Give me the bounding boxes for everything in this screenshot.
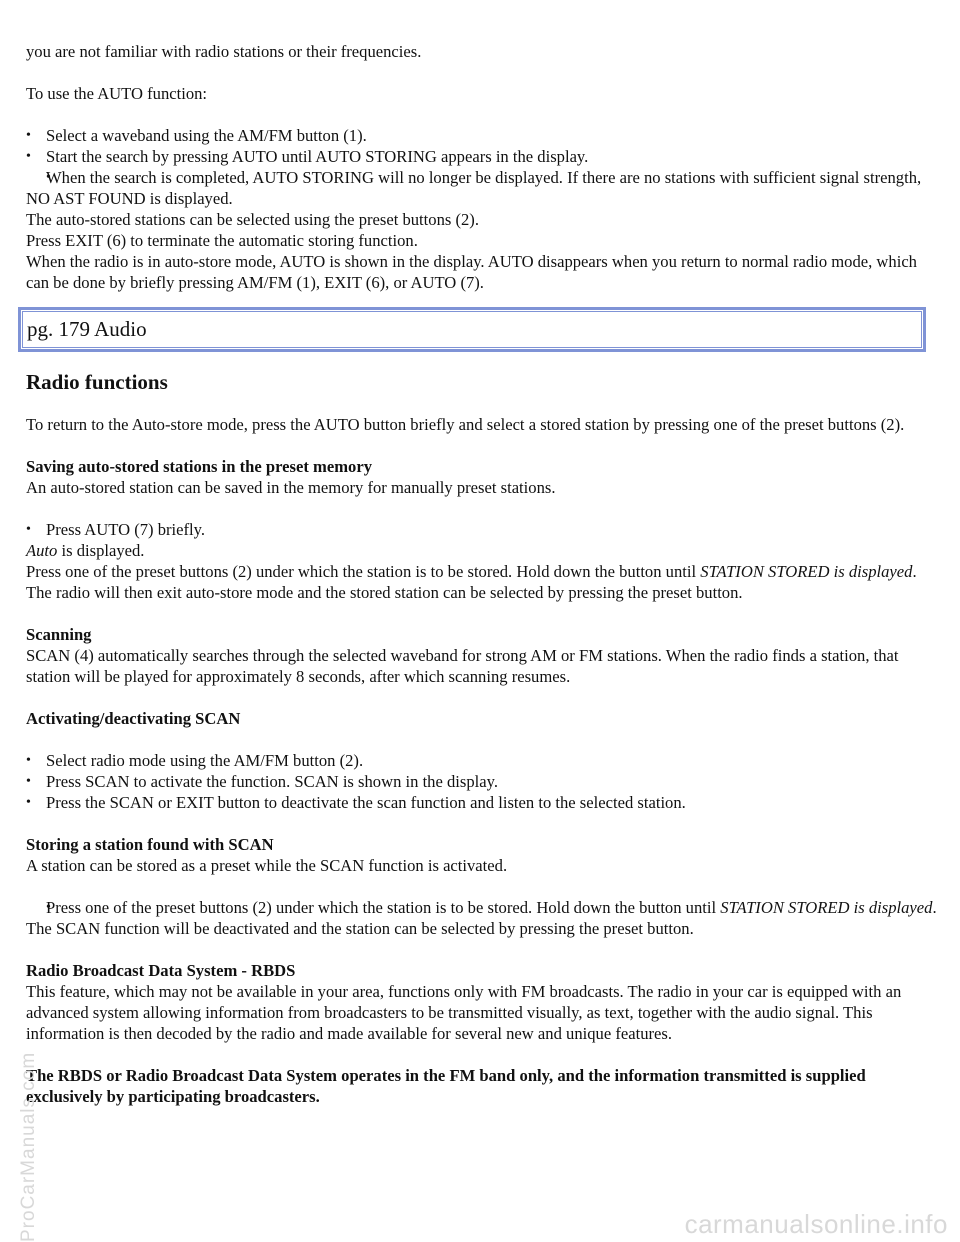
store-preset-text: Press one of the preset buttons (2) under which the station is to be stored. Hold down the button until <box>46 898 721 917</box>
press-preset-text: Press one of the preset buttons (2) under which the station is to be stored. Hold down the button until <box>26 562 701 581</box>
saving-text: An auto-stored station can be saved in the memory for manually preset stations. <box>26 478 556 497</box>
saving-heading: Saving auto-stored stations in the preset memory <box>26 457 372 476</box>
bullet-search-completed <box>26 167 938 209</box>
scanning-heading: Scanning <box>26 625 92 644</box>
scan-deactivated-line: The SCAN function will be deactivated and the station can be selected by pressing the preset button. <box>26 919 694 938</box>
preset-line: The auto-stored stations can be selected using the preset buttons (2). <box>26 210 479 229</box>
station-stored-text: STATION STORED is displayed <box>700 562 913 581</box>
auto-mode-line: When the radio is in auto-store mode, AUTO is shown in the display. AUTO disappears when you return to normal radio mode, which can be done by briefly pressing AM/FM (1), EXIT (6), or AUTO (7). <box>26 252 917 292</box>
auto-function-heading: To use the AUTO function: <box>26 84 208 103</box>
page-marker-box <box>18 307 926 352</box>
bottom-watermark: carmanualsonline.info <box>684 1209 948 1239</box>
bullet-waveband: • Select a waveband using the AM/FM button (1). <box>26 125 938 146</box>
bullet-store-preset <box>26 897 938 918</box>
store-station-stored: STATION STORED is displayed <box>720 898 933 917</box>
bullet-press-scan: • Press SCAN to activate the function. SCAN is shown in the display. <box>26 771 938 792</box>
intro-line: you are not familiar with radio stations or their frequencies. <box>26 42 422 61</box>
activating-heading: Activating/deactivating SCAN <box>26 709 241 728</box>
section-title: Radio functions <box>26 370 168 394</box>
return-text: To return to the Auto-store mode, press the AUTO button briefly and select a stored station by pressing one of the preset buttons (2). <box>26 415 905 434</box>
rbds-note: The RBDS or Radio Broadcast Data System operates in the FM band only, and the information transmitted is supplied exclusively by participating broadcasters. <box>26 1066 866 1106</box>
storing-text: A station can be stored as a preset while the SCAN function is activated. <box>26 856 508 875</box>
bullet-press-auto: • Press AUTO (7) briefly. <box>26 519 938 540</box>
press-preset-end: . <box>912 562 917 581</box>
auto-displayed-rest: is displayed. <box>57 541 145 560</box>
rbds-heading: Radio Broadcast Data System - RBDS <box>26 961 296 980</box>
bullet-deactivate-scan: • Press the SCAN or EXIT button to deactivate the scan function and listen to the selected station. <box>26 792 938 813</box>
scanning-text: SCAN (4) automatically searches through the selected waveband for strong AM or FM stations. When the radio finds a station, that station will be played for approximately 8 seconds, after which scanning resumes. <box>26 646 899 686</box>
auto-word: Auto <box>26 541 58 560</box>
exit-line: Press EXIT (6) to terminate the automatic storing function. <box>26 231 418 250</box>
side-watermark: ProCarManuals.com <box>18 1051 39 1242</box>
press-preset-line <box>26 561 938 582</box>
bullet-select-radio: • Select radio mode using the AM/FM button (2). <box>26 750 938 771</box>
store-preset-end: . <box>932 898 937 917</box>
exit-store-line: The radio will then exit auto-store mode and the stored station can be selected by pressing the preset button. <box>26 583 743 602</box>
bullet-start-search: • Start the search by pressing AUTO until AUTO STORING appears in the display. <box>26 146 938 167</box>
storing-heading: Storing a station found with SCAN <box>26 835 274 854</box>
auto-displayed-line <box>26 540 938 561</box>
bullet-search-completed-text: When the search is completed, AUTO STORING will no longer be displayed. If there are no stations with sufficient signal strength, NO AST FOUND is displayed. <box>26 168 922 208</box>
rbds-text: This feature, which may not be available in your area, functions only with FM broadcasts. The radio in your car is equipped with an advanced system allowing information from broadcasters to be transmitted visually, as text, together with the audio signal. This information is then decoded by the radio and made available for several new and unique features. <box>26 982 902 1043</box>
document-page <box>26 0 938 1107</box>
page-marker-label: pg. 179 Audio <box>22 311 922 348</box>
